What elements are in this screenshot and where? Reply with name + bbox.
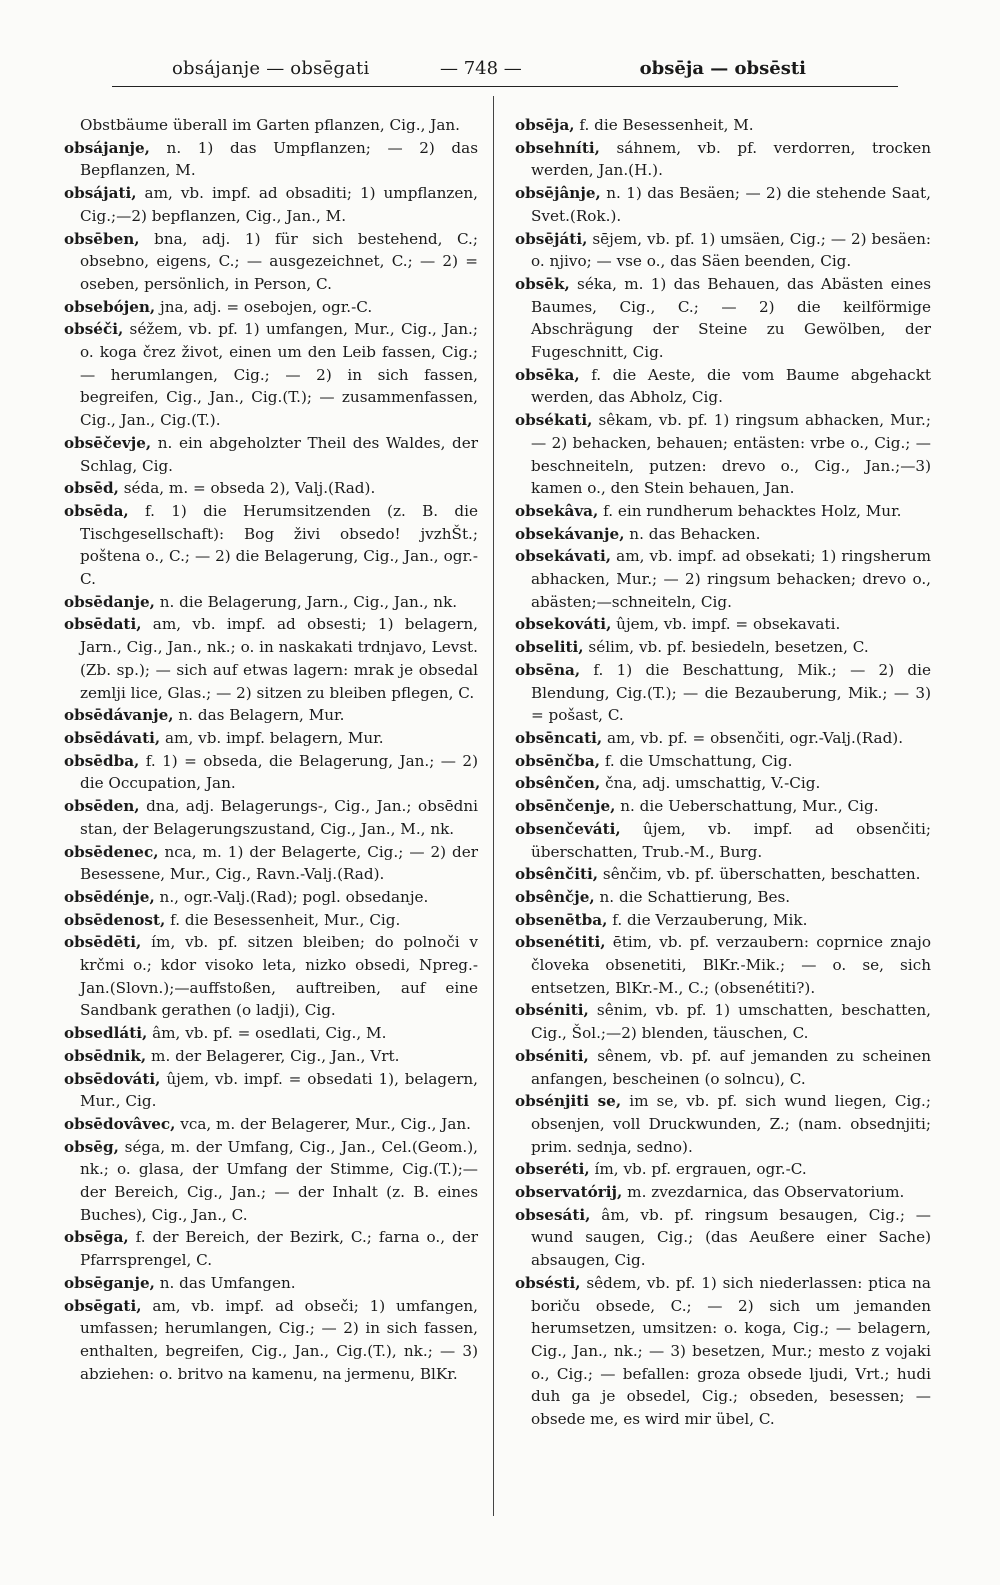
entry-headword: obsékati, <box>515 411 593 430</box>
dictionary-entry <box>64 137 478 182</box>
entry-definition: n. das Belagern, Mur. <box>173 706 345 725</box>
entry-definition: f. 1) die Herumsitzenden (z. B. die Tischgesellschaft): Bog živi obsedo! jvzhŠt.; poštena o., C.; — 2) die Belagerung, Cig., Jan., ogr.-C. <box>80 501 478 589</box>
entry-headword: obsekâva, <box>515 501 599 520</box>
dictionary-entry <box>515 1204 931 1272</box>
entry-definition: nca, m. 1) der Belagerte, Cig.; — 2) der Besessene, Mur., Cig., Ravn.-Valj.(Rad). <box>80 842 478 884</box>
dictionary-entry <box>515 613 931 636</box>
dictionary-entry <box>64 886 478 909</box>
entry-headword: obsēdnik, <box>64 1046 147 1065</box>
entry-headword: obsēdenost, <box>64 910 166 929</box>
left-column <box>64 114 478 1385</box>
entry-headword: obsekávati, <box>515 547 612 566</box>
entry-definition: ûjem, vb. impf. ad obsenčiti; überschatten, Trub.-M., Burg. <box>531 819 931 861</box>
entry-headword: obsēna, <box>515 660 581 679</box>
entry-definition: séžem, vb. pf. 1) umfangen, Mur., Cig., Jan.; o. koga črez život, einen um den Leib fassen, Cig.; — herumlangen, Cig.; — 2) in sich fassen, begreifen, Cig., Jan., Cig.(T.); — zusammenfassen, Cig., Jan., Cig.(T.). <box>80 320 478 430</box>
entry-definition: sélim, vb. pf. besiedeln, besetzen, C. <box>583 638 869 657</box>
dictionary-entry <box>515 500 931 523</box>
dictionary-entry <box>64 931 478 1022</box>
dictionary-entry <box>64 182 478 227</box>
entry-definition: n. 1) das Umpflanzen; — 2) das Bepflanzen, M. <box>80 138 478 180</box>
entry-headword: obsenčeváti, <box>515 819 621 838</box>
entry-definition: sênim, vb. pf. 1) umschatten, beschatten, Cig., Šol.;—2) blenden, täuschen, C. <box>531 1001 931 1043</box>
dictionary-entry <box>64 1295 478 1386</box>
entry-definition: vca, m. der Belagerer, Mur., Cig., Jan. <box>175 1114 471 1133</box>
dictionary-entry <box>515 273 931 364</box>
dictionary-entry <box>515 409 931 500</box>
entry-headword: obséči, <box>64 320 124 339</box>
entry-headword: obsekováti, <box>515 615 612 634</box>
entry-definition: n. 1) das Besäen; — 2) die stehende Saat, Svet.(Rok.). <box>531 184 931 225</box>
entry-headword: obsēdávanje, <box>64 706 174 725</box>
entry-definition: f. 1) die Beschattung, Mik.; — 2) die Blendung, Cig.(T.); — die Bezauberung, Mik.; — 3) = pošast, C. <box>531 660 931 725</box>
dictionary-entry <box>64 477 478 500</box>
entry-definition: n. die Belagerung, Jarn., Cig., Jan., nk. <box>154 592 458 611</box>
entry-definition: f. die Besessenheit, Mur., Cig. <box>165 910 401 929</box>
entry-definition: ētim, vb. pf. verzaubern: coprnice znajo človeka obsenetiti, BlKr.-Mik.; — o. se, sich entsetzen, BlKr.-M., C.; (obsenétiti?). <box>531 933 931 997</box>
entry-headword: obsésti, <box>515 1273 581 1292</box>
dictionary-entry <box>515 228 931 273</box>
entry-headword: obsehníti, <box>515 138 600 157</box>
dictionary-entry <box>515 364 931 409</box>
entry-definition: im se, vb. pf. sich wund liegen, Cig.; obsenjen, voll Druckwunden, Z.; (nam. obsednjiti; prim. sednja, sedno). <box>531 1092 931 1156</box>
dictionary-entry <box>64 795 478 840</box>
entry-headword: obsebójen, <box>64 297 156 316</box>
dictionary-entry <box>515 931 931 999</box>
dictionary-entry <box>515 636 931 659</box>
dictionary-entry <box>64 591 478 614</box>
dictionary-entry <box>64 500 478 591</box>
entry-headword: obsēdovâvec, <box>64 1114 176 1133</box>
page-number: — 748 — <box>440 58 522 79</box>
entry-definition: n. die Schattierung, Bes. <box>594 887 791 906</box>
entry-headword: obsēčevje, <box>64 433 152 452</box>
entry-definition: dna, adj. Belagerungs-, Cig., Jan.; obsēdni stan, der Belagerungszustand, Cig., Jan., M., nk. <box>80 797 478 838</box>
entry-definition: f. die Aeste, die vom Baume abgehackt werden, das Abholz, Cig. <box>531 365 931 407</box>
dictionary-entry <box>64 1045 478 1068</box>
entry-definition: čna, adj. umschattig, V.-Cig. <box>600 774 821 793</box>
entry-headword: obsénjiti se, <box>515 1092 622 1111</box>
entry-headword: obseréti, <box>515 1160 590 1179</box>
entry-headword: obsēd, <box>64 479 119 498</box>
dictionary-entry <box>64 1226 478 1271</box>
entry-headword: obsēdēti, <box>64 933 142 952</box>
entry-headword: obsējáti, <box>515 229 588 248</box>
entry-headword: obsekávanje, <box>515 524 625 543</box>
entry-headword: obsēda, <box>64 501 129 520</box>
dictionary-entry <box>64 318 478 432</box>
dictionary-entry <box>64 432 478 477</box>
dictionary-entry <box>515 659 931 727</box>
entry-headword: obsenētba, <box>515 910 608 929</box>
dictionary-entry <box>515 1181 931 1204</box>
entry-definition: âm, vb. pf. ringsum besaugen, Cig.; — wund saugen, Cig.; (das Aeußere einer Sache) absaugen, Cig. <box>531 1205 931 1270</box>
running-header <box>120 54 890 90</box>
entry-definition: jna, adj. = osebojen, ogr.-C. <box>155 297 373 316</box>
header-left-guide: obsájanje — obsēgati <box>172 58 370 79</box>
entry-headword: obsēga, <box>64 1228 129 1247</box>
entry-definition: n. die Ueberschattung, Mur., Cig. <box>615 797 879 816</box>
dictionary-entry <box>64 1272 478 1295</box>
entry-definition: n. das Umfangen. <box>154 1273 296 1292</box>
dictionary-entry <box>515 545 931 613</box>
entry-headword: obsēka, <box>515 365 580 384</box>
entry-definition: f. 1) = obseda, die Belagerung, Jan.; — 2) die Occupation, Jan. <box>80 751 478 793</box>
entry-headword: obsēdba, <box>64 751 140 770</box>
dictionary-entry <box>64 841 478 886</box>
dictionary-entry <box>515 1045 931 1090</box>
entry-definition: Obstbäume überall im Garten pflanzen, Cig., Jan. <box>80 116 460 134</box>
entry-headword: obsēja, <box>515 116 575 134</box>
entry-definition: f. ein rundherum behacktes Holz, Mur. <box>598 501 902 520</box>
entry-definition: sêdem, vb. pf. 1) sich niederlassen: ptica na boriču obsede, C.; — 2) sich um jemanden herumsetzen, umsitzen: o. koga, Cig.; — belagern, Cig., Jan., nk.; — 3) besetzen, Mur.; mesto z vojaki o., Cig.; — befallen: groza obsede ljudi, Vrt.; hudi duh ga je obsedel, Cig.; obseden, besessen; — obsede me, es wird mir übel, C. <box>531 1273 931 1429</box>
dictionary-entry <box>515 523 931 546</box>
dictionary-entry <box>64 1068 478 1113</box>
entry-headword: obséniti, <box>515 1001 589 1020</box>
entry-definition: am, vb. impf. belagern, Mur. <box>160 728 384 747</box>
dictionary-entry <box>515 114 931 137</box>
dictionary-entry <box>515 1090 931 1158</box>
entry-definition: f. der Bereich, der Bezirk, C.; farna o., der Pfarrsprengel, C. <box>80 1228 478 1270</box>
dictionary-entry <box>515 795 931 818</box>
entry-headword: obsēdávati, <box>64 728 161 747</box>
dictionary-entry <box>515 750 931 773</box>
dictionary-entry <box>515 999 931 1044</box>
dictionary-entry <box>515 182 931 227</box>
entry-headword: obsēden, <box>64 797 140 816</box>
entry-definition: sêkam, vb. pf. 1) ringsum abhacken, Mur.; — 2) behacken, behauen; entästen: vrbe o., Cig.; — beschneiteln, putzen: drevo o., Cig., Jan.;—3) kamen o., den Stein behauen, Jan. <box>531 411 931 498</box>
dictionary-entry <box>64 727 478 750</box>
entry-definition: am, vb. impf. ad obseči; 1) umfangen, umfassen; herumlangen, Cig.; — 2) in sich fassen, enthalten, begreifen, Cig., Jan., Cig.(T.), nk.; — 3) abziehen: o. britvo na kamenu, na jermenu, BlKr. <box>80 1296 478 1383</box>
entry-definition: am, vb. pf. = obsenčiti, ogr.-Valj.(Rad). <box>602 728 904 747</box>
entry-headword: obséniti, <box>515 1046 589 1065</box>
entry-definition: séga, m. der Umfang, Cig., Jan., Cel.(Geom.), nk.; o. glasa, der Umfang der Stimme, Cig.(T.);—der Bereich, Cig., Jan.; — der Inhalt (z. B. eines Buches), Cig., Jan., C. <box>80 1137 478 1224</box>
entry-definition: bna, adj. 1) für sich bestehend, C.; obsebno, eigens, C.; — ausgezeichnet, C.; — 2) = oseben, persönlich, in Person, C. <box>80 229 478 293</box>
entry-headword: obsedláti, <box>64 1024 148 1043</box>
entry-definition: âm, vb. pf. = osedlati, Cig., M. <box>147 1024 387 1043</box>
entry-definition: ûjem, vb. impf. = obsekavati. <box>611 615 841 634</box>
dictionary-entry <box>515 1272 931 1431</box>
entry-headword: obseliti, <box>515 638 584 657</box>
entry-definition: am, vb. impf. ad obsesti; 1) belagern, Jarn., Cig., Jan., nk.; o. in naskakati trdnjavo, Levst.(Zb. sp.); — sich auf etwas lagern: mrak je obsedal zemlji lice, Glas.; — 2) sitzen zu bleiben pflegen, C. <box>80 615 478 702</box>
entry-definition: am, vb. impf. ad obsaditi; 1) umpflanzen, Cig.;—2) bepflanzen, Cig., Jan., M. <box>80 184 478 225</box>
dictionary-entry <box>515 137 931 182</box>
entry-headword: obsēnčba, <box>515 751 600 770</box>
entry-headword: obsájati, <box>64 184 137 203</box>
entry-definition: ím, vb. pf. sitzen bleiben; do polnoči v krčmi o.; kdor visoko leta, nizko obsedi, Npreg.-Jan.(Slovn.);—auffstoßen, auftreiben, auf eine Sandbank gerathen (o ladji), Cig. <box>80 933 478 1020</box>
entry-headword: obsēdati, <box>64 615 142 634</box>
dictionary-entry <box>515 863 931 886</box>
entry-definition: m. zvezdarnica, das Observatorium. <box>622 1183 905 1202</box>
dictionary-entry <box>64 704 478 727</box>
entry-definition: sênem, vb. pf. auf jemanden zu scheinen anfangen, bescheinen (o solncu), C. <box>531 1046 931 1088</box>
dictionary-entry <box>64 750 478 795</box>
entry-definition: f. die Verzauberung, Mik. <box>607 910 808 929</box>
entry-definition: am, vb. impf. ad obsekati; 1) ringsherum abhacken, Mur.; — 2) ringsum behacken; drevo o., abästen;—schneiteln, Cig. <box>531 547 931 611</box>
entry-headword: obsēdénje, <box>64 887 155 906</box>
entry-definition: m. der Belagerer, Cig., Jan., Vrt. <box>146 1046 400 1065</box>
entry-definition: f. die Besessenheit, M. <box>574 116 754 134</box>
entry-definition: sênčim, vb. pf. überschatten, beschatten. <box>598 865 921 884</box>
dictionary-entry <box>515 1158 931 1181</box>
entry-definition: sáhnem, vb. pf. verdorren, trocken werden, Jan.(H.). <box>531 138 931 180</box>
entry-definition: f. die Umschattung, Cig. <box>600 751 793 770</box>
entry-headword: obsēganje, <box>64 1273 155 1292</box>
dictionary-entry <box>64 296 478 319</box>
entry-definition: séda, m. = obseda 2), Valj.(Rad). <box>118 479 376 498</box>
dictionary-entry <box>64 228 478 296</box>
entry-headword: obsēk, <box>515 274 570 293</box>
dictionary-entry <box>64 1113 478 1136</box>
entry-headword: obsēdenec, <box>64 842 159 861</box>
entry-definition: n. ein abgeholzter Theil des Waldes, der Schlag, Cig. <box>80 433 478 475</box>
entry-headword: obsájanje, <box>64 138 150 157</box>
dictionary-entry <box>64 1022 478 1045</box>
column-divider <box>493 96 494 1516</box>
entry-headword: obsēgati, <box>64 1296 142 1315</box>
dictionary-entry <box>515 909 931 932</box>
dictionary-entry <box>515 818 931 863</box>
entry-definition: ûjem, vb. impf. = obsedati 1), belagern, Mur., Cig. <box>80 1069 478 1111</box>
dictionary-entry <box>515 727 931 750</box>
dictionary-entry <box>64 613 478 704</box>
header-right-guide: obsēja — obsēsti <box>639 58 806 79</box>
entry-definition: ím, vb. pf. ergrauen, ogr.-C. <box>589 1160 807 1179</box>
entry-headword: obsênčen, <box>515 774 601 793</box>
entry-definition: séka, m. 1) das Behauen, das Abästen eines Baumes, Cig., C.; — 2) die keilförmige Abschrägung der Steine zu Gewölben, der Fugeschnitt, Cig. <box>531 274 931 362</box>
entry-headword: obsenétiti, <box>515 933 606 952</box>
entry-headword: obsēnčenje, <box>515 797 616 816</box>
entry-headword: obsênčje, <box>515 887 595 906</box>
entry-headword: obsēben, <box>64 229 140 248</box>
entry-definition: n., ogr.-Valj.(Rad); pogl. obsedanje. <box>154 887 429 906</box>
dictionary-entry <box>64 114 478 137</box>
entry-headword: obsēdanje, <box>64 592 155 611</box>
dictionary-entry <box>515 886 931 909</box>
entry-headword: obsēncati, <box>515 728 603 747</box>
entry-headword: obsēg, <box>64 1137 119 1156</box>
entry-headword: obsēdováti, <box>64 1069 161 1088</box>
entry-headword: obsesáti, <box>515 1205 591 1224</box>
entry-definition: sējem, vb. pf. 1) umsäen, Cig.; — 2) besäen: o. njivo; — vse o., das Säen beenden, Cig. <box>531 229 931 271</box>
right-column <box>515 114 931 1431</box>
dictionary-entry <box>64 909 478 932</box>
header-rule <box>112 86 898 87</box>
entry-headword: obsējânje, <box>515 184 601 203</box>
dictionary-entry <box>515 772 931 795</box>
entry-definition: n. das Behacken. <box>624 524 761 543</box>
entry-headword: observatórij, <box>515 1183 623 1202</box>
dictionary-entry <box>64 1136 478 1227</box>
entry-headword: obsênčiti, <box>515 865 599 884</box>
